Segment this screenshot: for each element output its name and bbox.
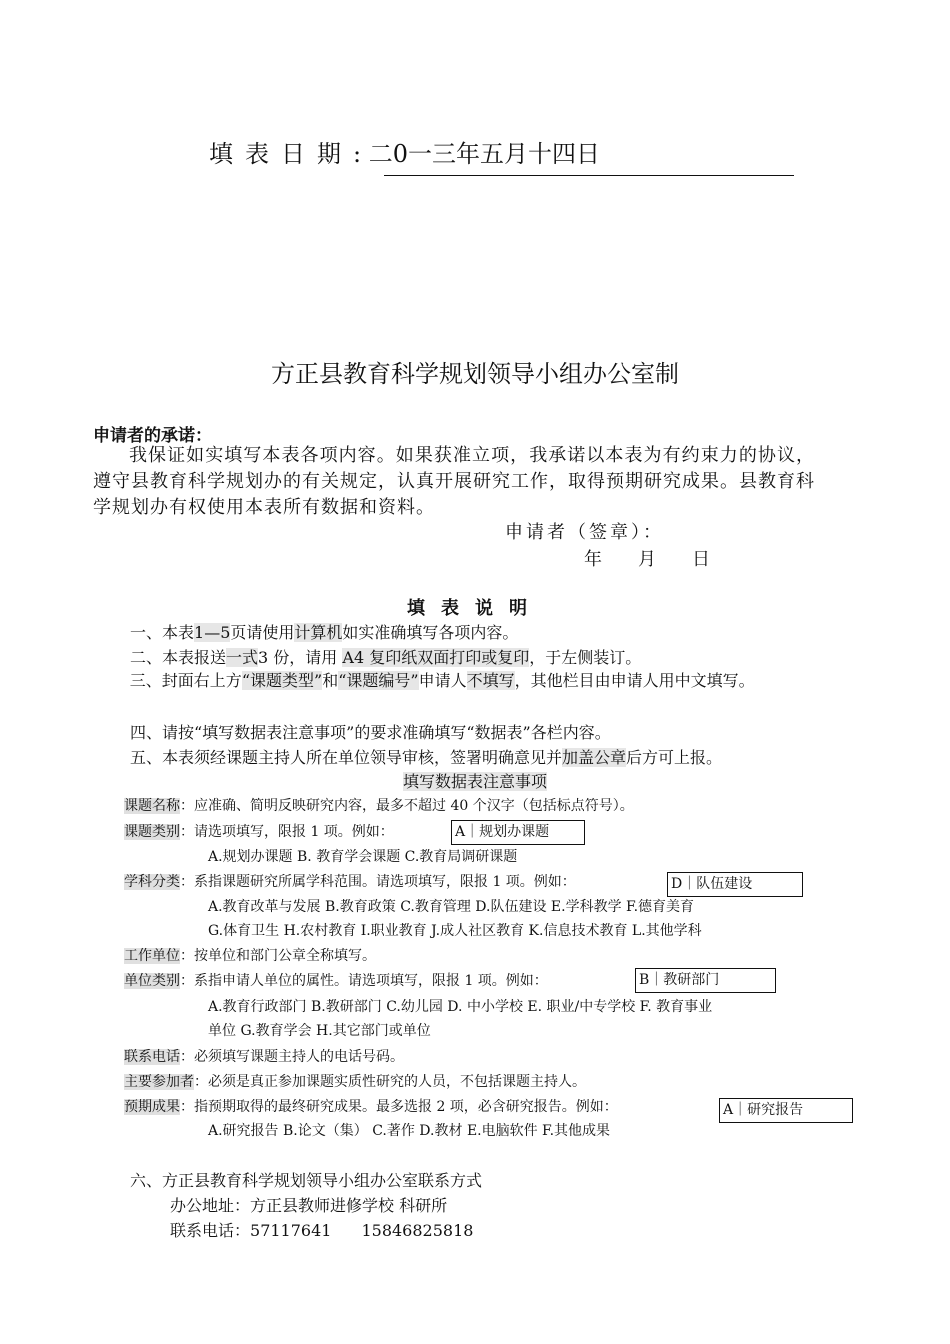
note-unit-type-label: 单位类别 bbox=[124, 973, 180, 989]
instruction-1-text-a: 一、本表 bbox=[130, 623, 195, 642]
instruction-5-text-a: 五、本表须经课题主持人所在单位领导审核，签署明确意见并 bbox=[130, 748, 563, 767]
contact-phone-label: 联系电话： bbox=[170, 1221, 251, 1240]
subject-options-1: A.教育改革与发展 B.教育政策 C.教育管理 D.队伍建设 E.学科教学 F.德育美育 bbox=[208, 899, 695, 915]
promise-title: 申请者的承诺： bbox=[93, 426, 212, 446]
fill-date-underline bbox=[384, 175, 794, 176]
note-phone bbox=[124, 1046, 404, 1066]
month-label: 月 bbox=[638, 549, 656, 570]
fill-date-value: 二0一三年五月十四日 bbox=[368, 140, 601, 168]
note-topic-type-text: ：请选项填写，限报 1 项。例如： bbox=[180, 824, 394, 840]
instruction-2-text-a: 二、本表报送 bbox=[130, 648, 227, 667]
instruction-1-text-e: 如实准确填写各项内容。 bbox=[342, 623, 519, 642]
note-participants-text: ：必须是真正参加课题实质性研究的人员，不包括课题主持人。 bbox=[194, 1074, 586, 1090]
note-work-unit bbox=[124, 945, 376, 965]
signature-label: 申请者（签章）： bbox=[505, 522, 664, 543]
note-unit-type bbox=[124, 970, 548, 990]
contact-heading: 六、方正县教育科学规划领导小组办公室联系方式 bbox=[130, 1171, 483, 1190]
topic-type-example-box: A｜规划办课题 bbox=[451, 820, 585, 845]
instruction-3-highlight-nofill: 不填写 bbox=[466, 671, 515, 690]
instruction-2-text-e: ，于左侧装订。 bbox=[529, 648, 642, 667]
instruction-1-text-c: 页请使用 bbox=[230, 623, 295, 642]
year-label: 年 bbox=[584, 549, 602, 570]
note-participants bbox=[124, 1071, 586, 1091]
instruction-2-highlight-paper: A4 复印纸双面打印或复印 bbox=[342, 648, 530, 667]
instruction-1-highlight-pages: 1—5 bbox=[194, 623, 231, 642]
unit-type-options-2: 单位 G.教育学会 H.其它部门或单位 bbox=[208, 1023, 431, 1039]
promise-body: 我保证如实填写本表各项内容。如果获准立项，我承诺以本表为有约束力的协议，遵守县教育科学规划办的有关规定，认真开展研究工作，取得预期研究成果。县教育科学规划办有权使用本表所有数据和资料。 bbox=[93, 445, 815, 518]
note-phone-text: ：必须填写课题主持人的电话号码。 bbox=[180, 1049, 404, 1065]
fill-date bbox=[209, 134, 600, 169]
day-label: 日 bbox=[692, 549, 710, 570]
instruction-3-text-e: 申请人 bbox=[418, 671, 467, 690]
note-subject-text: ：系指课题研究所属学科范围。请选项填写，限报 1 项。例如： bbox=[180, 874, 576, 890]
unit-type-example-box: B｜教研部门 bbox=[635, 968, 776, 993]
note-results-label: 预期成果 bbox=[124, 1099, 180, 1115]
note-phone-label: 联系电话 bbox=[124, 1049, 180, 1065]
note-topic-type-label: 课题类别 bbox=[124, 824, 180, 840]
note-topic-name-text: ：应准确、简明反映研究内容，最多不超过 40 个汉字（包括标点符号）。 bbox=[180, 798, 634, 814]
results-example-box: A｜研究报告 bbox=[719, 1098, 853, 1123]
topic-type-options: A.规划办课题 B. 教育学会课题 C.教育局调研课题 bbox=[208, 849, 518, 865]
instruction-item-5 bbox=[130, 745, 722, 768]
instruction-item-3 bbox=[93, 668, 815, 693]
data-notes-title bbox=[0, 769, 950, 792]
contact-phone-1: 57117641 bbox=[250, 1221, 332, 1240]
note-topic-name bbox=[124, 795, 634, 815]
note-unit-type-text: ：系指申请人单位的属性。请选项填写，限报 1 项。例如： bbox=[180, 973, 548, 989]
instruction-2-text-c: 3 份，请用 bbox=[258, 648, 343, 667]
note-participants-label: 主要参加者 bbox=[124, 1074, 194, 1090]
instruction-item-4: 四、请按“填写数据表注意事项”的要求准确填写“数据表”各栏内容。 bbox=[130, 723, 611, 742]
instruction-3-text-a: 三、封面右上方 bbox=[129, 671, 242, 690]
instruction-3-highlight-type: “课题类型” bbox=[241, 671, 323, 690]
instruction-3-text-g: ，其他栏目由申请人用中文填写。 bbox=[514, 671, 755, 690]
note-subject bbox=[124, 871, 576, 891]
contact-phone bbox=[170, 1218, 473, 1241]
instruction-3-highlight-number: “课题编号” bbox=[338, 671, 419, 690]
note-topic-type bbox=[124, 821, 394, 841]
contact-address: 办公地址：方正县教师进修学校 科研所 bbox=[170, 1196, 448, 1215]
fill-date-label: 填表日期 bbox=[209, 140, 353, 168]
note-results-text: ：指预期取得的最终研究成果。最多选报 2 项，必含研究报告。例如： bbox=[180, 1099, 618, 1115]
results-options: A.研究报告 B.论文（集） C.著作 D.教材 E.电脑软件 F.其他成果 bbox=[208, 1123, 611, 1139]
instruction-5-highlight-seal: 加盖公章 bbox=[562, 748, 627, 767]
instruction-item-2 bbox=[130, 645, 641, 668]
instructions-title: 填表说明 bbox=[407, 598, 543, 619]
instruction-1-highlight-computer: 计算机 bbox=[294, 623, 343, 642]
instruction-2-highlight-copies: 一式 bbox=[226, 648, 259, 667]
fill-date-colon: : bbox=[353, 140, 362, 168]
note-subject-label: 学科分类 bbox=[124, 874, 180, 890]
data-notes-title-text: 填写数据表注意事项 bbox=[402, 772, 547, 791]
subject-options-2: G.体育卫生 H.农村教育 I.职业教育 J.成人社区教育 K.信息技术教育 L.其他学科 bbox=[208, 923, 702, 939]
instruction-item-1 bbox=[130, 620, 518, 643]
contact-phone-2: 15846825818 bbox=[361, 1221, 474, 1240]
subject-example-box: D｜队伍建设 bbox=[667, 872, 803, 897]
signature-date bbox=[584, 545, 746, 571]
unit-type-options-1: A.教育行政部门 B.教研部门 C.幼儿园 D. 中小学校 E. 职业/中专学校 F. 教育事业 bbox=[208, 999, 713, 1015]
note-work-unit-text: ：按单位和部门公章全称填写。 bbox=[180, 948, 376, 964]
note-results bbox=[124, 1096, 618, 1116]
note-work-unit-label: 工作单位 bbox=[124, 948, 180, 964]
instruction-3-text-c: 和 bbox=[322, 671, 339, 690]
instruction-5-text-c: 后方可上报。 bbox=[626, 748, 723, 767]
note-topic-name-label: 课题名称 bbox=[124, 798, 180, 814]
organization-title: 方正县教育科学规划领导小组办公室制 bbox=[271, 360, 679, 388]
